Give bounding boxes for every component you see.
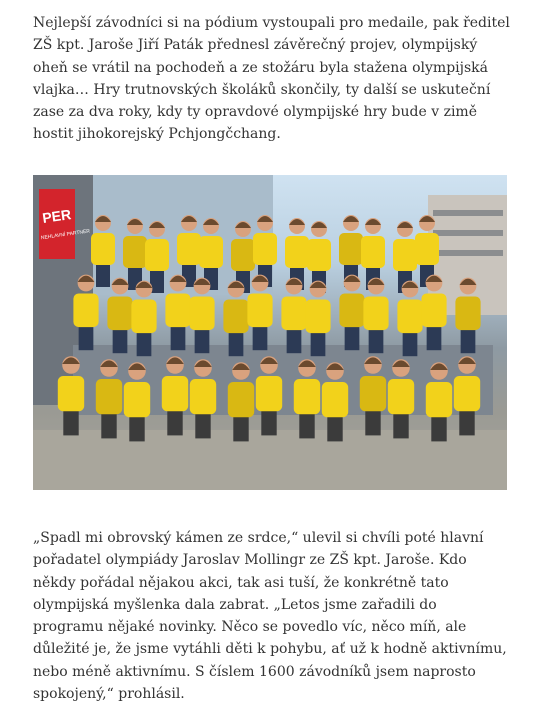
photo-child [305,281,330,357]
group-photo [33,175,507,490]
photo-sign-text: PER [41,206,73,226]
photo-child [339,275,364,351]
article-paragraph-quote: „Spadl mi obrovský kámen ze srdce,“ ulevil si chvíli poté hlavní pořadatel olympiády Jaroslav Mollingr ze ZŠ kpt. Jaroše. Kdo někdy pořádal nějakou akci, tak asi tuší, že konkrétně tato olympijská myšlenka dala zabrat. „Letos jsme zařadili do programu nějaké novinky. Něco se povedlo víc, něco míň, ale důležité je, že jsme vytáhli děti k pohybu, ať už k hodně aktivnímu, nebo méně aktivnímu. S číslem 1600 závodníků jsem naprosto spokojený,“ prohlásil. [33,530,507,703]
photo-sign-subtext: NEHLAVNÍ PARTNER [40,228,91,242]
article-paragraph-intro: Nejlepší závodníci si na pódium vystoupali pro medaile, pak ředitel ZŠ kpt. Jaroše Jiří Paták přednesl závěrečný projev, olympijský oheň se vrátil na pochodeň a ze stožáru byla stažena olympijská vlajka… Hry trutnovských školáků skončily, ty další se uskuteční zase za dva roky, kdy ty opravdové olympijské hry bude v zimě hostit jihokorejský Pchjongčchang. [33,15,510,143]
